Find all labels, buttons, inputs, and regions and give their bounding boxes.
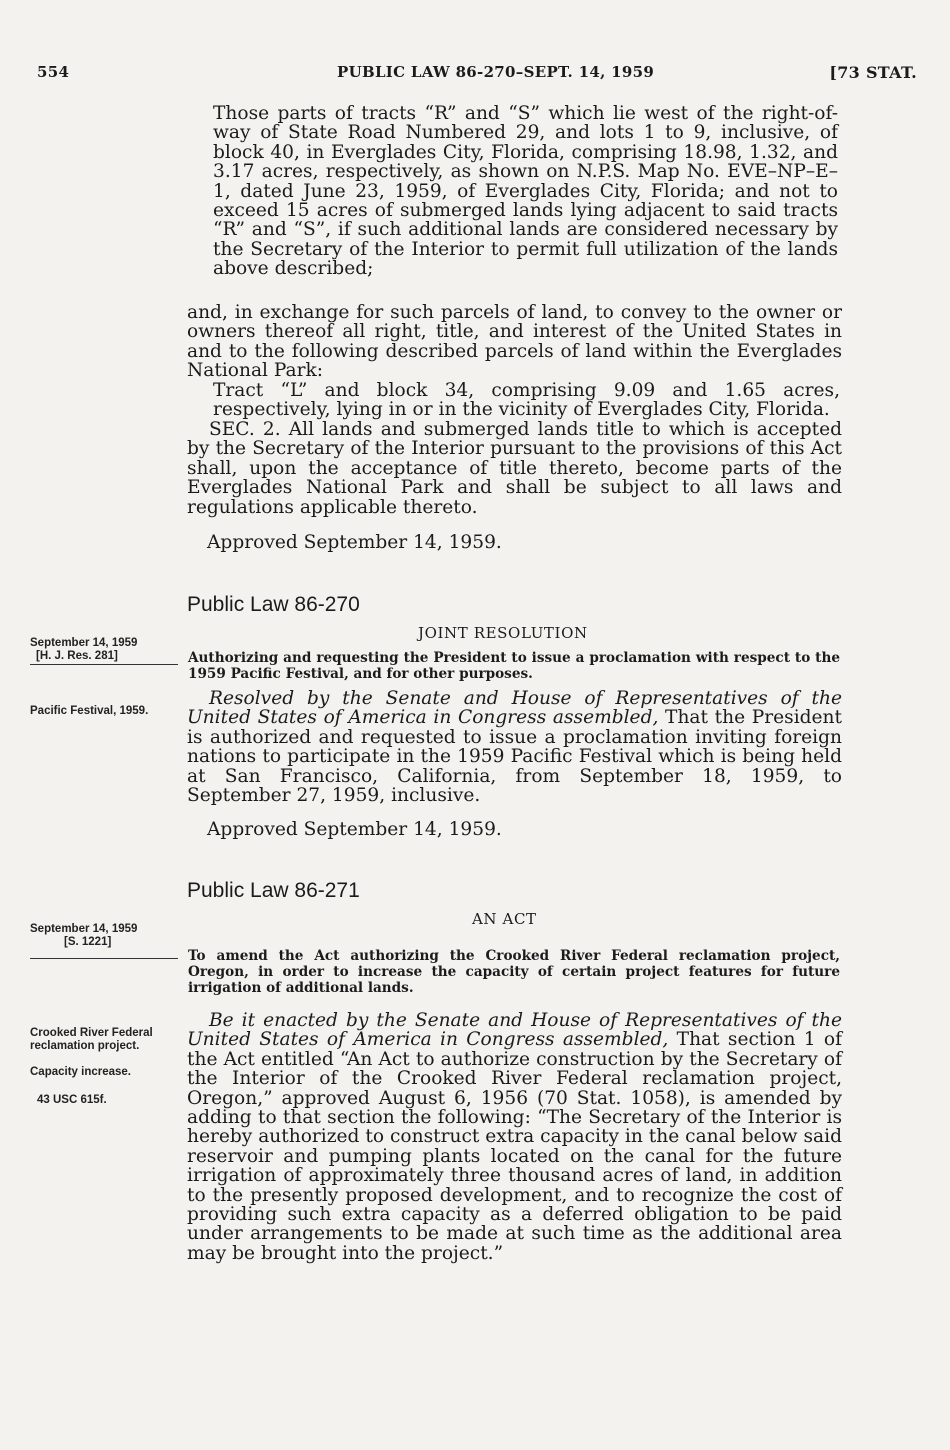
law-title-271: Public Law 86-271	[187, 879, 360, 902]
exchange-clause: and, in exchange for such parcels of land, to convey to the owner or owners thereof all right, title, and interest of the United States in and to the following described parcels of land within the Everglades National Park:	[187, 302, 842, 382]
tract-description: Those parts of tracts “R” and “S” which lie west of the right-of-way of State Road Numbered 29, and lots 1 to 9, inclusive, of block 40, in Everglades City, Florida, comprising 18.98, 1.32, and 3.17 acres, respectively, as shown on N.P.S. Map No. EVE–NP–E–1, dated June 23, 1959, of Everglades City, Florida; and not to exceed 15 acres of submerged lands lying adjacent to said tracts “R” and “S”, if such additional lands are considered necessary by the Secretary of the Interior to permit full utilization of the lands above described;	[213, 103, 838, 280]
enacting-clause: Be it enacted by the Senate and House of Representatives of the United States of America in Congress assembled,	[187, 1010, 842, 1051]
act-text: That section 1 of the Act entitled “An Act to authorize construction by the Secretary of the Interior of the Crooked River Federal reclamation project, Oregon,” approved August 6, 1956 (70 Stat. 1058), is amended by adding to that section the following: “The Secretary of the Interior is hereby authorized to construct extra capacity in the canal below said reservoir and pumping plants located on the canal for the future irrigation of approximately three thousand acres of land, in addition to the presently proposed development, and to recognize the cost of providing such extra capacity as a deferred obligation to be paid under arrangements to be made at such time as the additional area may be brought into the project.”	[187, 1029, 843, 1264]
margin-rule-271	[30, 958, 178, 959]
doc-type-271: AN ACT	[472, 910, 537, 928]
approved-date-2: Approved September 14, 1959.	[207, 819, 502, 840]
margin-topic-271-b: Capacity increase.	[30, 1066, 132, 1078]
margin-date-271: September 14, 1959	[30, 923, 138, 935]
margin-date-270: September 14, 1959	[30, 637, 138, 649]
summary-270: Authorizing and requesting the President to issue a proclamation with respect to the 1959 Pacific Festival, and for other purposes.	[188, 650, 840, 682]
doc-type-270: JOINT RESOLUTION	[418, 624, 588, 642]
margin-topic-271-a: Crooked River Federal reclamation project.	[30, 1027, 153, 1052]
margin-usc-271: 43 USC 615f.	[37, 1094, 107, 1106]
approved-date-1: Approved September 14, 1959.	[207, 532, 502, 553]
resolution-body	[187, 689, 842, 805]
resolving-clause: Resolved by the Senate and House of Representatives of the United States of America in Congress assembled,	[187, 688, 842, 729]
page-header	[37, 63, 917, 87]
resolution-text: That the President is authorized and requested to issue a proclamation inviting foreign nations to participate in the 1959 Pacific Festival which is being held at San Francisco, California, from September 18, 1959, to September 27, 1959, inclusive.	[187, 707, 842, 807]
margin-topic-270: Pacific Festival, 1959.	[30, 705, 149, 717]
summary-271: To amend the Act authorizing the Crooked River Federal reclamation project, Oregon, in order to increase the capacity of certain project features for future irrigation of additional lands.	[188, 948, 840, 996]
law-title-270: Public Law 86-270	[187, 593, 360, 616]
margin-ref-271: [S. 1221]	[64, 936, 112, 948]
page-number: 554	[37, 63, 70, 81]
tract-l-description: Tract “L” and block 34, comprising 9.09 and 1.65 acres, respectively, lying in or in the vicinity of Everglades City, Florida.	[213, 380, 840, 421]
running-title: PUBLIC LAW 86-270–SEPT. 14, 1959	[337, 63, 655, 81]
section-2: SEC. 2. All lands and submerged lands title to which is accepted by the Secretary of the Interior pursuant to the provisions of this Act shall, upon the acceptance of title thereto, become parts of the Everglades National Park and shall be subject to all laws and regulations applicable thereto.	[187, 419, 842, 518]
margin-rule-270	[30, 664, 178, 665]
stat-reference: [73 STAT.	[829, 63, 917, 82]
act-body	[187, 1011, 842, 1263]
margin-ref-270: [H. J. Res. 281]	[36, 650, 118, 662]
